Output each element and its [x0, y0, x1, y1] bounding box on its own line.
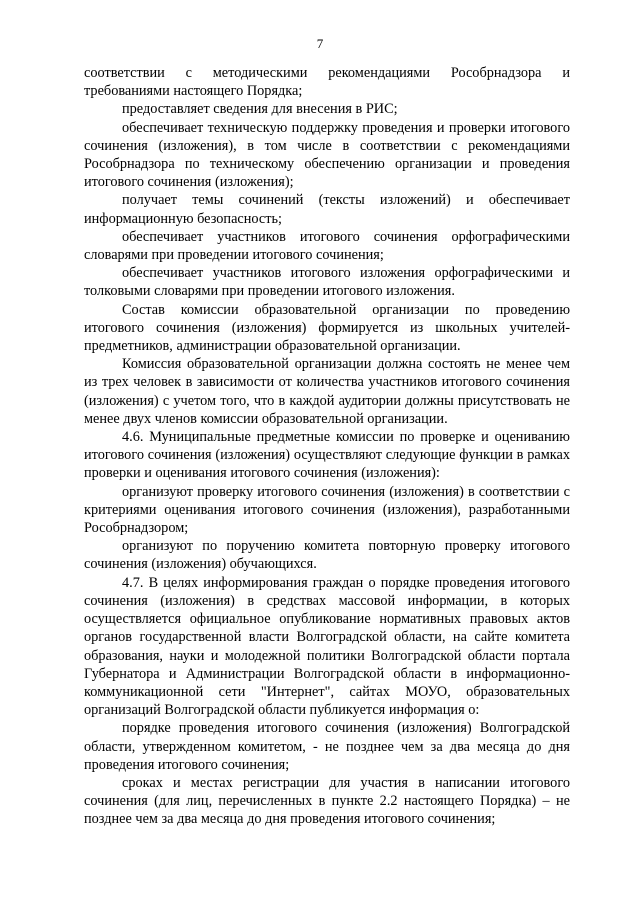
document-paragraph: обеспечивает участников итогового сочинения орфографическими словарями при проведении итогового сочинения; [84, 228, 570, 264]
document-paragraph: Комиссия образовательной организации должна состоять не менее чем из трех человек в зависимости от количества участников итогового сочинения (изложения) с учетом того, что в каждой аудитории должны присутствовать не менее двух членов комиссии образовательной организации. [84, 356, 570, 427]
document-paragraph: соответствии с методическими рекомендациями Рособрнадзора и требованиями настоящего Порядка; [84, 65, 570, 100]
page-number: 7 [316, 36, 324, 51]
document-paragraph: организуют проверку итогового сочинения (изложения) в соответствии с критериями оценивания итогового сочинения (изложения), разработанными Рособрнадзором; [84, 483, 570, 537]
document-paragraph: обеспечивает участников итогового изложения орфографическими и толковыми словарями при проведении итогового изложения. [84, 265, 570, 300]
document-paragraph: обеспечивает техническую поддержку проведения и проверки итогового сочинения (изложения), в том числе в соответствии с рекомендациями Рособрнадзора по техническому обеспечению организации и проведения итогового сочинения (изложения); [84, 119, 570, 191]
document-paragraph: 4.6. Муниципальные предметные комиссии по проверке и оцениванию итогового сочинения (изложения) осуществляют следующие функции в рамках проверки и оценивания итогового сочинения (изложения): [84, 429, 570, 482]
document-paragraph: Состав комиссии образовательной организации по проведению итогового сочинения (изложения) формируется из школьных учителей-предметников, администрации образовательной организации. [84, 301, 570, 355]
document-paragraph: порядке проведения итогового сочинения (изложения) Волгоградской области, утвержденном комитетом, - не позднее чем за два месяца до дня проведения итогового сочинения; [84, 720, 570, 773]
document-paragraph: организуют по поручению комитета повторную проверку итогового сочинения (изложения) обучающихся. [84, 538, 570, 573]
document-body [84, 64, 570, 829]
document-paragraph: 4.7. В целях информирования граждан о порядке проведения итогового сочинения (изложения) в средствах массовой информации, в которых осуществляется официальное опубликование нормативных правовых актов органов государственной власти Волгоградской области, на сайте комитета образования, науки и молодежной политики Волгоградской области портала Губернатора и Администрации Волгоградской области в информационно-коммуникационной сети "Интернет", сайтах МОУО, образовательных организаций Волгоградской области публикуется информация о: [84, 574, 570, 719]
document-paragraph: предоставляет сведения для внесения в РИС; [122, 101, 398, 118]
document-paragraph: получает темы сочинений (тексты изложений) и обеспечивает информационную безопасность; [84, 192, 570, 227]
document-paragraph: сроках и местах регистрации для участия в написании итогового сочинения (для лиц, перечисленных в пункте 2.2 настоящего Порядка) – не позднее чем за два месяца до дня проведения итогового сочинения; [84, 774, 570, 828]
